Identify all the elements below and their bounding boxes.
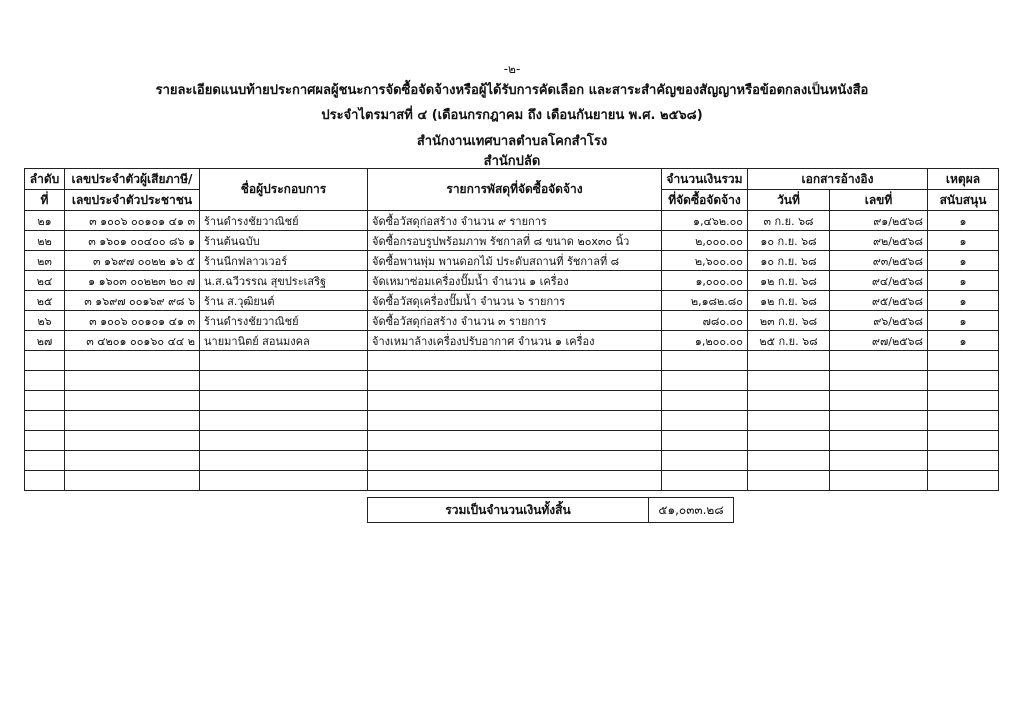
- cell-date: ๒๓ ก.ย. ๖๘: [748, 311, 830, 331]
- empty-table-row: [25, 371, 999, 391]
- empty-cell: [65, 451, 200, 471]
- division-name: สำนักปลัด: [483, 154, 541, 169]
- cell-amount: ๒,๑๘๒.๘๐: [662, 291, 748, 311]
- empty-cell: [748, 411, 830, 431]
- empty-table-row: [25, 451, 999, 471]
- cell-seq: ๒๖: [25, 311, 65, 331]
- cell-doc-no: ๙๔/๒๕๖๘: [830, 271, 928, 291]
- empty-cell: [65, 371, 200, 391]
- cell-vendor: ร้านดำรงชัยวาณิชย์: [200, 311, 368, 331]
- header-vendor: ชื่อผู้ประกอบการ: [200, 169, 368, 211]
- header-seq-2: ที่: [25, 190, 65, 211]
- cell-reason: ๑: [928, 271, 999, 291]
- empty-cell: [748, 391, 830, 411]
- empty-cell: [928, 371, 999, 391]
- empty-cell: [368, 411, 662, 431]
- cell-items: จัดซื้อวัสดุเครื่องปั๊มน้ำ จำนวน ๖ รายการ: [368, 291, 662, 311]
- cell-amount: ๑,๔๖๒.๐๐: [662, 211, 748, 231]
- header-items: รายการพัสดุที่จัดซื้อจัดจ้าง: [368, 169, 662, 211]
- empty-cell: [748, 471, 830, 491]
- empty-cell: [200, 431, 368, 451]
- empty-cell: [748, 371, 830, 391]
- empty-cell: [830, 451, 928, 471]
- header-reference: เอกสารอ้างอิง: [748, 169, 928, 190]
- empty-cell: [200, 371, 368, 391]
- empty-cell: [65, 431, 200, 451]
- empty-cell: [25, 451, 65, 471]
- empty-cell: [200, 351, 368, 371]
- cell-doc-no: ๙๓/๒๕๖๘: [830, 251, 928, 271]
- cell-doc-no: ๙๑/๒๕๖๘: [830, 211, 928, 231]
- empty-cell: [830, 371, 928, 391]
- empty-cell: [25, 391, 65, 411]
- empty-cell: [200, 391, 368, 411]
- empty-table-row: [25, 411, 999, 431]
- empty-cell: [65, 411, 200, 431]
- header-reason-2: สนับสนุน: [928, 190, 999, 211]
- cell-vendor: ร้านนีกฟลาวเวอร์: [200, 251, 368, 271]
- cell-tax-id: ๓ ๑๖๙๗ ๐๐๒๒ ๑๖ ๕: [65, 251, 200, 271]
- empty-cell: [662, 411, 748, 431]
- cell-items: จัดซื้อวัสดุก่อสร้าง จำนวน ๙ รายการ: [368, 211, 662, 231]
- empty-table-row: [25, 431, 999, 451]
- empty-cell: [368, 391, 662, 411]
- cell-items: จัดซื้อวัสดุก่อสร้าง จำนวน ๓ รายการ: [368, 311, 662, 331]
- header-amount-2: ที่จัดซื้อจัดจ้าง: [662, 190, 748, 211]
- empty-cell: [928, 431, 999, 451]
- empty-cell: [65, 471, 200, 491]
- empty-cell: [830, 351, 928, 371]
- empty-cell: [65, 391, 200, 411]
- cell-date: ๑๒ ก.ย. ๖๘: [748, 271, 830, 291]
- empty-cell: [25, 411, 65, 431]
- cell-seq: ๒๕: [25, 291, 65, 311]
- document-period: ประจำไตรมาสที่ ๔ (เดือนกรกฎาคม ถึง เดือนกันยายน พ.ศ. ๒๕๖๘): [321, 108, 703, 123]
- empty-cell: [830, 431, 928, 451]
- cell-date: ๑๐ ก.ย. ๖๘: [748, 251, 830, 271]
- empty-cell: [25, 371, 65, 391]
- cell-vendor: ร้าน ส.วุฒิยนต์: [200, 291, 368, 311]
- empty-cell: [662, 471, 748, 491]
- cell-amount: ๒,๐๐๐.๐๐: [662, 231, 748, 251]
- table-row: [25, 291, 999, 311]
- empty-table-row: [25, 351, 999, 371]
- cell-amount: ๒,๖๐๐.๐๐: [662, 251, 748, 271]
- table-row: [25, 311, 999, 331]
- empty-cell: [748, 431, 830, 451]
- cell-tax-id: ๓ ๔๒๐๑ ๐๐๑๖๐ ๔๔ ๒: [65, 331, 200, 351]
- cell-items: จัดซื้อพานพุ่ม พานดอกไม้ ประดับสถานที่ รัชกาลที่ ๘: [368, 251, 662, 271]
- cell-vendor: ร้านดำรงชัยวาณิชย์: [200, 211, 368, 231]
- cell-seq: ๒๔: [25, 271, 65, 291]
- cell-seq: ๒๑: [25, 211, 65, 231]
- empty-cell: [368, 471, 662, 491]
- empty-cell: [25, 431, 65, 451]
- empty-cell: [368, 451, 662, 471]
- table-row: [25, 231, 999, 251]
- empty-cell: [25, 351, 65, 371]
- empty-cell: [830, 391, 928, 411]
- cell-tax-id: ๓ ๑๖๐๑ ๐๐๔๐๐ ๘๖ ๑: [65, 231, 200, 251]
- cell-tax-id: ๑ ๑๖๐๓ ๐๐๒๒๓ ๒๐ ๗: [65, 271, 200, 291]
- empty-cell: [662, 451, 748, 471]
- cell-doc-no: ๙๗/๒๕๖๘: [830, 331, 928, 351]
- empty-cell: [662, 391, 748, 411]
- empty-cell: [368, 431, 662, 451]
- empty-cell: [25, 471, 65, 491]
- table-row: [25, 331, 999, 351]
- cell-tax-id: ๓ ๑๖๙๗ ๐๐๑๖๙ ๙๘ ๖: [65, 291, 200, 311]
- empty-cell: [928, 411, 999, 431]
- cell-seq: ๒๗: [25, 331, 65, 351]
- cell-seq: ๒๓: [25, 251, 65, 271]
- empty-cell: [368, 351, 662, 371]
- empty-cell: [662, 351, 748, 371]
- empty-table-row: [25, 391, 999, 411]
- cell-tax-id: ๓ ๑๐๐๖ ๐๐๑๐๑ ๔๑ ๓: [65, 211, 200, 231]
- header-amount: จำนวนเงินรวม: [662, 169, 748, 190]
- empty-cell: [65, 351, 200, 371]
- header-tax-id: เลขประจำตัวผู้เสียภาษี/: [65, 169, 200, 190]
- header-ref-date: วันที่: [748, 190, 830, 211]
- empty-cell: [830, 411, 928, 431]
- table-row: [25, 211, 999, 231]
- header-seq: ลำดับ: [25, 169, 65, 190]
- document-title: รายละเอียดแนบท้ายประกาศผลผู้ชนะการจัดซื้อจัดจ้างหรือผู้ได้รับการคัดเลือก และสาระสำคัญของสัญญาหรือข้อตกลงเป็นหนังสือ: [155, 83, 869, 98]
- page-number: -๒-: [503, 62, 521, 76]
- empty-cell: [368, 371, 662, 391]
- empty-cell: [200, 451, 368, 471]
- cell-vendor: น.ส.ฉวีวรรณ สุขประเสริฐ: [200, 271, 368, 291]
- cell-doc-no: ๙๖/๒๕๖๘: [830, 311, 928, 331]
- cell-reason: ๑: [928, 211, 999, 231]
- empty-table-row: [25, 471, 999, 491]
- agency-name: สำนักงานเทศบาลตำบลโคกสำโรง: [416, 134, 608, 149]
- empty-cell: [928, 391, 999, 411]
- cell-reason: ๑: [928, 291, 999, 311]
- cell-vendor: ร้านต้นฉบับ: [200, 231, 368, 251]
- empty-cell: [200, 411, 368, 431]
- cell-reason: ๑: [928, 331, 999, 351]
- cell-items: จ้างเหมาล้างเครื่องปรับอากาศ จำนวน ๑ เครื่อง: [368, 331, 662, 351]
- empty-cell: [928, 471, 999, 491]
- cell-amount: ๑,๒๐๐.๐๐: [662, 331, 748, 351]
- total-value: ๕๑,๐๓๓.๒๘: [649, 498, 734, 523]
- header-ref-no: เลขที่: [830, 190, 928, 211]
- cell-items: จัดเหมาซ่อมเครื่องปั๊มน้ำ จำนวน ๑ เครื่อง: [368, 271, 662, 291]
- cell-reason: ๑: [928, 251, 999, 271]
- cell-date: ๓ ก.ย. ๖๘: [748, 211, 830, 231]
- table-row: [25, 251, 999, 271]
- cell-doc-no: ๙๕/๒๕๖๘: [830, 291, 928, 311]
- cell-seq: ๒๒: [25, 231, 65, 251]
- empty-cell: [200, 471, 368, 491]
- table-row: [25, 271, 999, 291]
- cell-reason: ๑: [928, 311, 999, 331]
- total-table: [367, 497, 734, 523]
- cell-date: ๒๕ ก.ย. ๖๘: [748, 331, 830, 351]
- empty-cell: [928, 451, 999, 471]
- empty-cell: [748, 351, 830, 371]
- empty-cell: [662, 371, 748, 391]
- cell-amount: ๑,๐๐๐.๐๐: [662, 271, 748, 291]
- cell-date: ๑๐ ก.ย. ๖๘: [748, 231, 830, 251]
- cell-doc-no: ๙๒/๒๕๖๘: [830, 231, 928, 251]
- cell-reason: ๑: [928, 231, 999, 251]
- empty-cell: [662, 431, 748, 451]
- empty-cell: [830, 471, 928, 491]
- empty-cell: [928, 351, 999, 371]
- total-label: รวมเป็นจำนวนเงินทั้งสิ้น: [368, 498, 649, 523]
- cell-tax-id: ๓ ๑๐๐๖ ๐๐๑๐๑ ๔๑ ๓: [65, 311, 200, 331]
- table-header-row: [25, 169, 999, 190]
- cell-date: ๑๒ ก.ย. ๖๘: [748, 291, 830, 311]
- empty-cell: [748, 451, 830, 471]
- header-tax-id-2: เลขประจำตัวประชาชน: [65, 190, 200, 211]
- procurement-table: [24, 168, 999, 491]
- cell-amount: ๗๘๐.๐๐: [662, 311, 748, 331]
- cell-vendor: นายมานิตย์ สอนมงคล: [200, 331, 368, 351]
- header-reason: เหตุผล: [928, 169, 999, 190]
- cell-items: จัดซื้อกรอบรูปพร้อมภาพ รัชกาลที่ ๘ ขนาด ๒๐x๓๐ นิ้ว: [368, 231, 662, 251]
